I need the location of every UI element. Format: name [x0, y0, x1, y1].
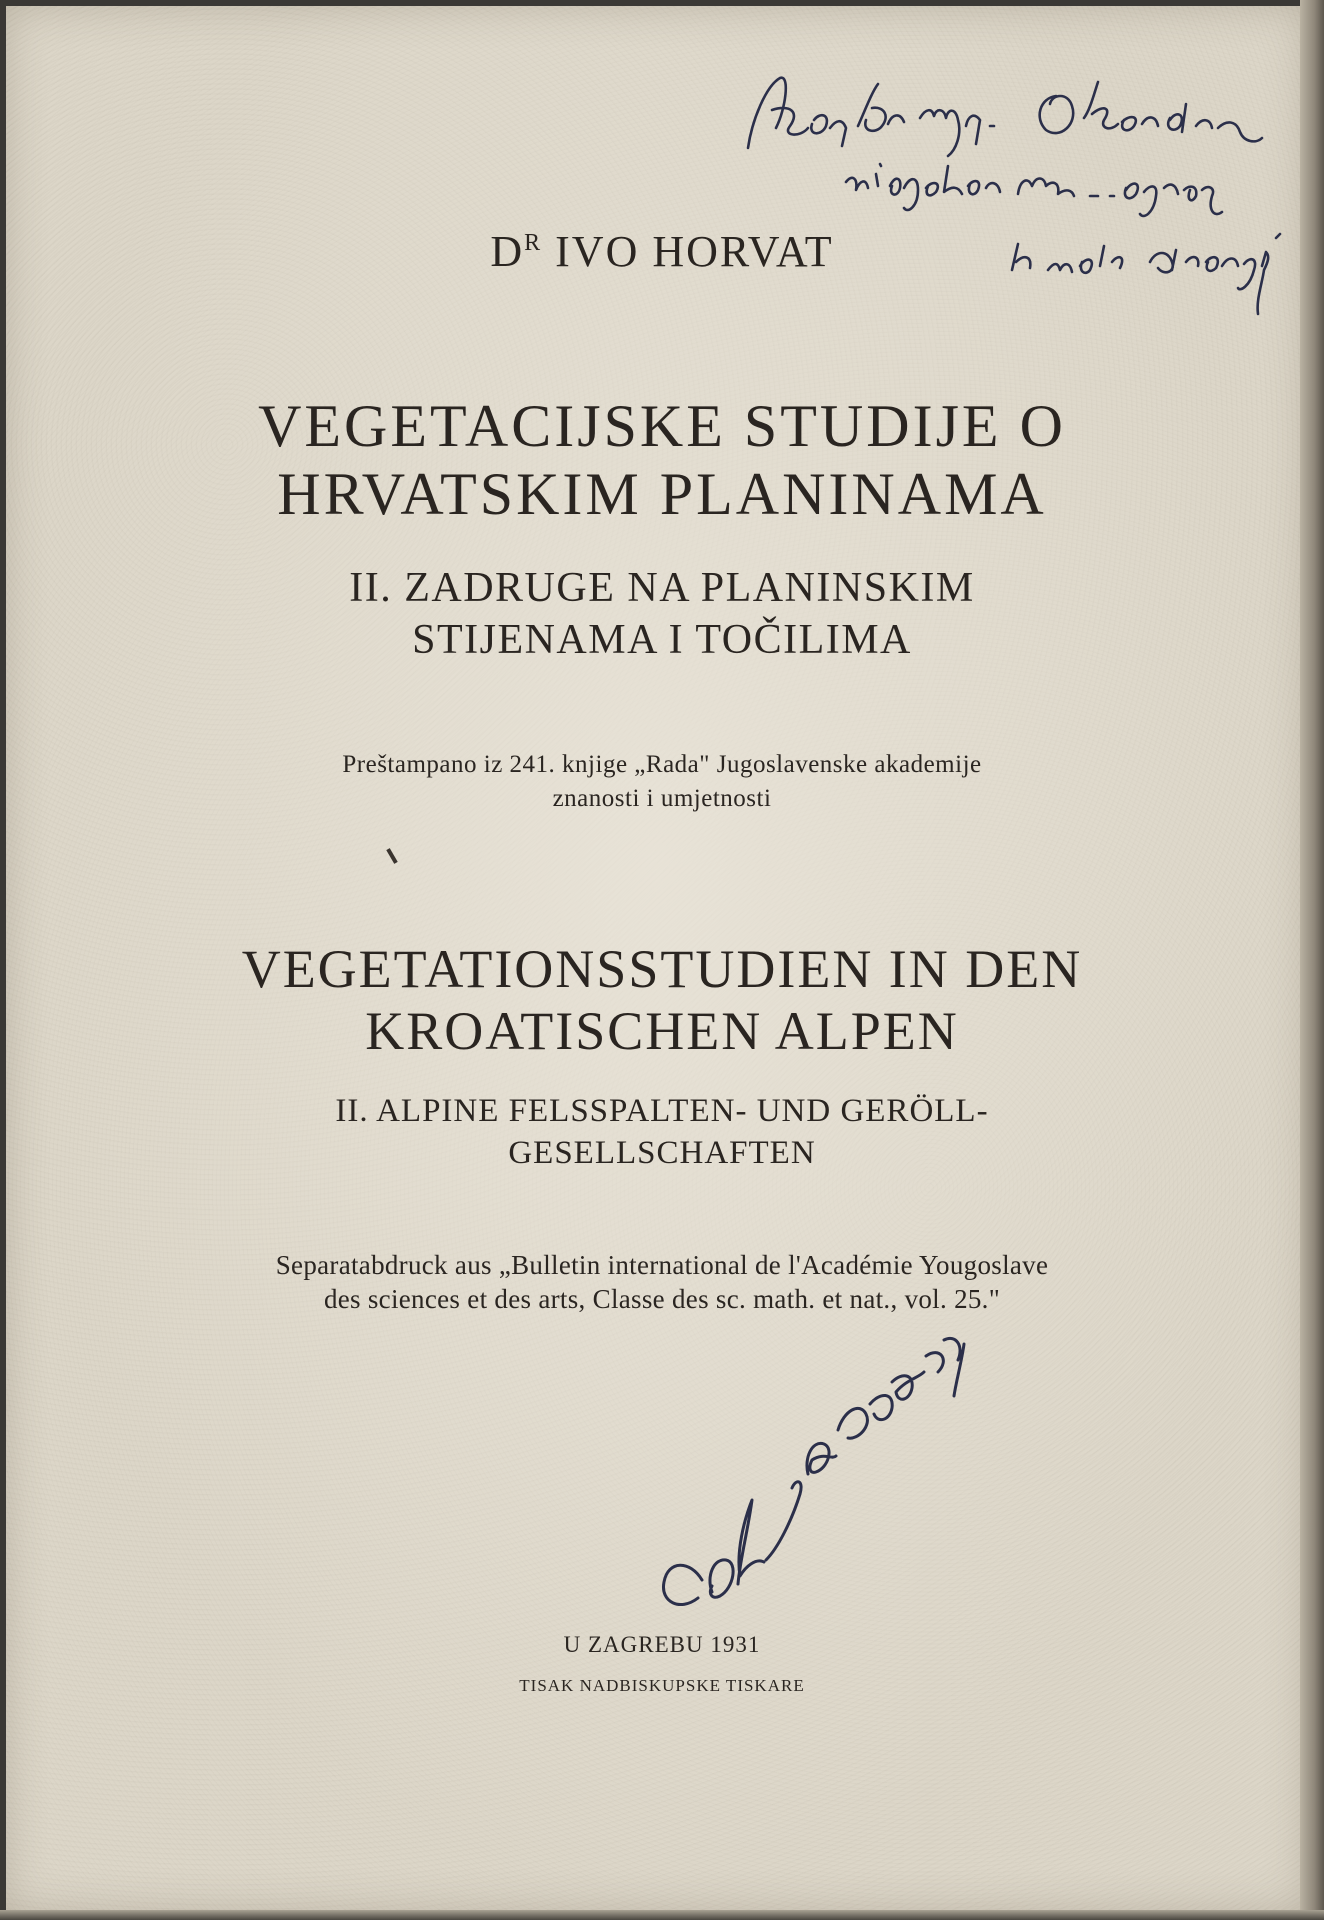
reprint-note-german-line-2: des sciences et des arts, Classe des sc. math. et nat., vol. 25." — [323, 1284, 1001, 1314]
title-german-line-1: VEGETATIONSSTUDIEN IN DEN — [241, 939, 1083, 999]
reprint-note-german — [0, 1248, 1324, 1316]
author-prefix: D — [490, 227, 525, 276]
subtitle-croatian — [0, 562, 1324, 666]
title-german — [0, 938, 1324, 1062]
printer-imprint: TISAK NADBISKUPSKE TISKARE — [519, 1676, 805, 1695]
subtitle-german — [0, 1090, 1324, 1174]
title-croatian-line-1: VEGETACIJSKE STUDIJE O — [258, 393, 1066, 459]
page-edge-bottom — [0, 1910, 1324, 1920]
author-line — [0, 226, 1324, 277]
reprint-note-croatian — [0, 748, 1324, 816]
title-croatian — [0, 392, 1324, 528]
subtitle-german-line-1: II. ALPINE FELSSPALTEN- UND GERÖLL- — [335, 1093, 989, 1129]
author-name: IVO HORVAT — [555, 227, 834, 276]
place-and-year: U ZAGREBU 1931 — [563, 1632, 761, 1657]
reprint-note-croatian-line-2: znanosti i umjetnosti — [552, 785, 772, 812]
title-croatian-line-2: HRVATSKIM PLANINAMA — [277, 461, 1047, 527]
subtitle-german-line-2: GESELLSCHAFTEN — [508, 1135, 816, 1171]
reprint-note-croatian-line-1: Preštampano iz 241. knjige „Rada" Jugoslavenske akademije — [342, 751, 982, 778]
reprint-note-german-line-1: Separatabdruck aus „Bulletin international de l'Académie Yougoslave — [275, 1250, 1049, 1280]
author-prefix-superscript: R — [524, 230, 543, 256]
subtitle-croatian-line-1: II. ZADRUGE NA PLANINSKIM — [349, 565, 975, 611]
subtitle-croatian-line-2: STIJENAMA I TOČILIMA — [412, 617, 912, 663]
title-german-line-2: KROATISCHEN ALPEN — [365, 1001, 959, 1061]
